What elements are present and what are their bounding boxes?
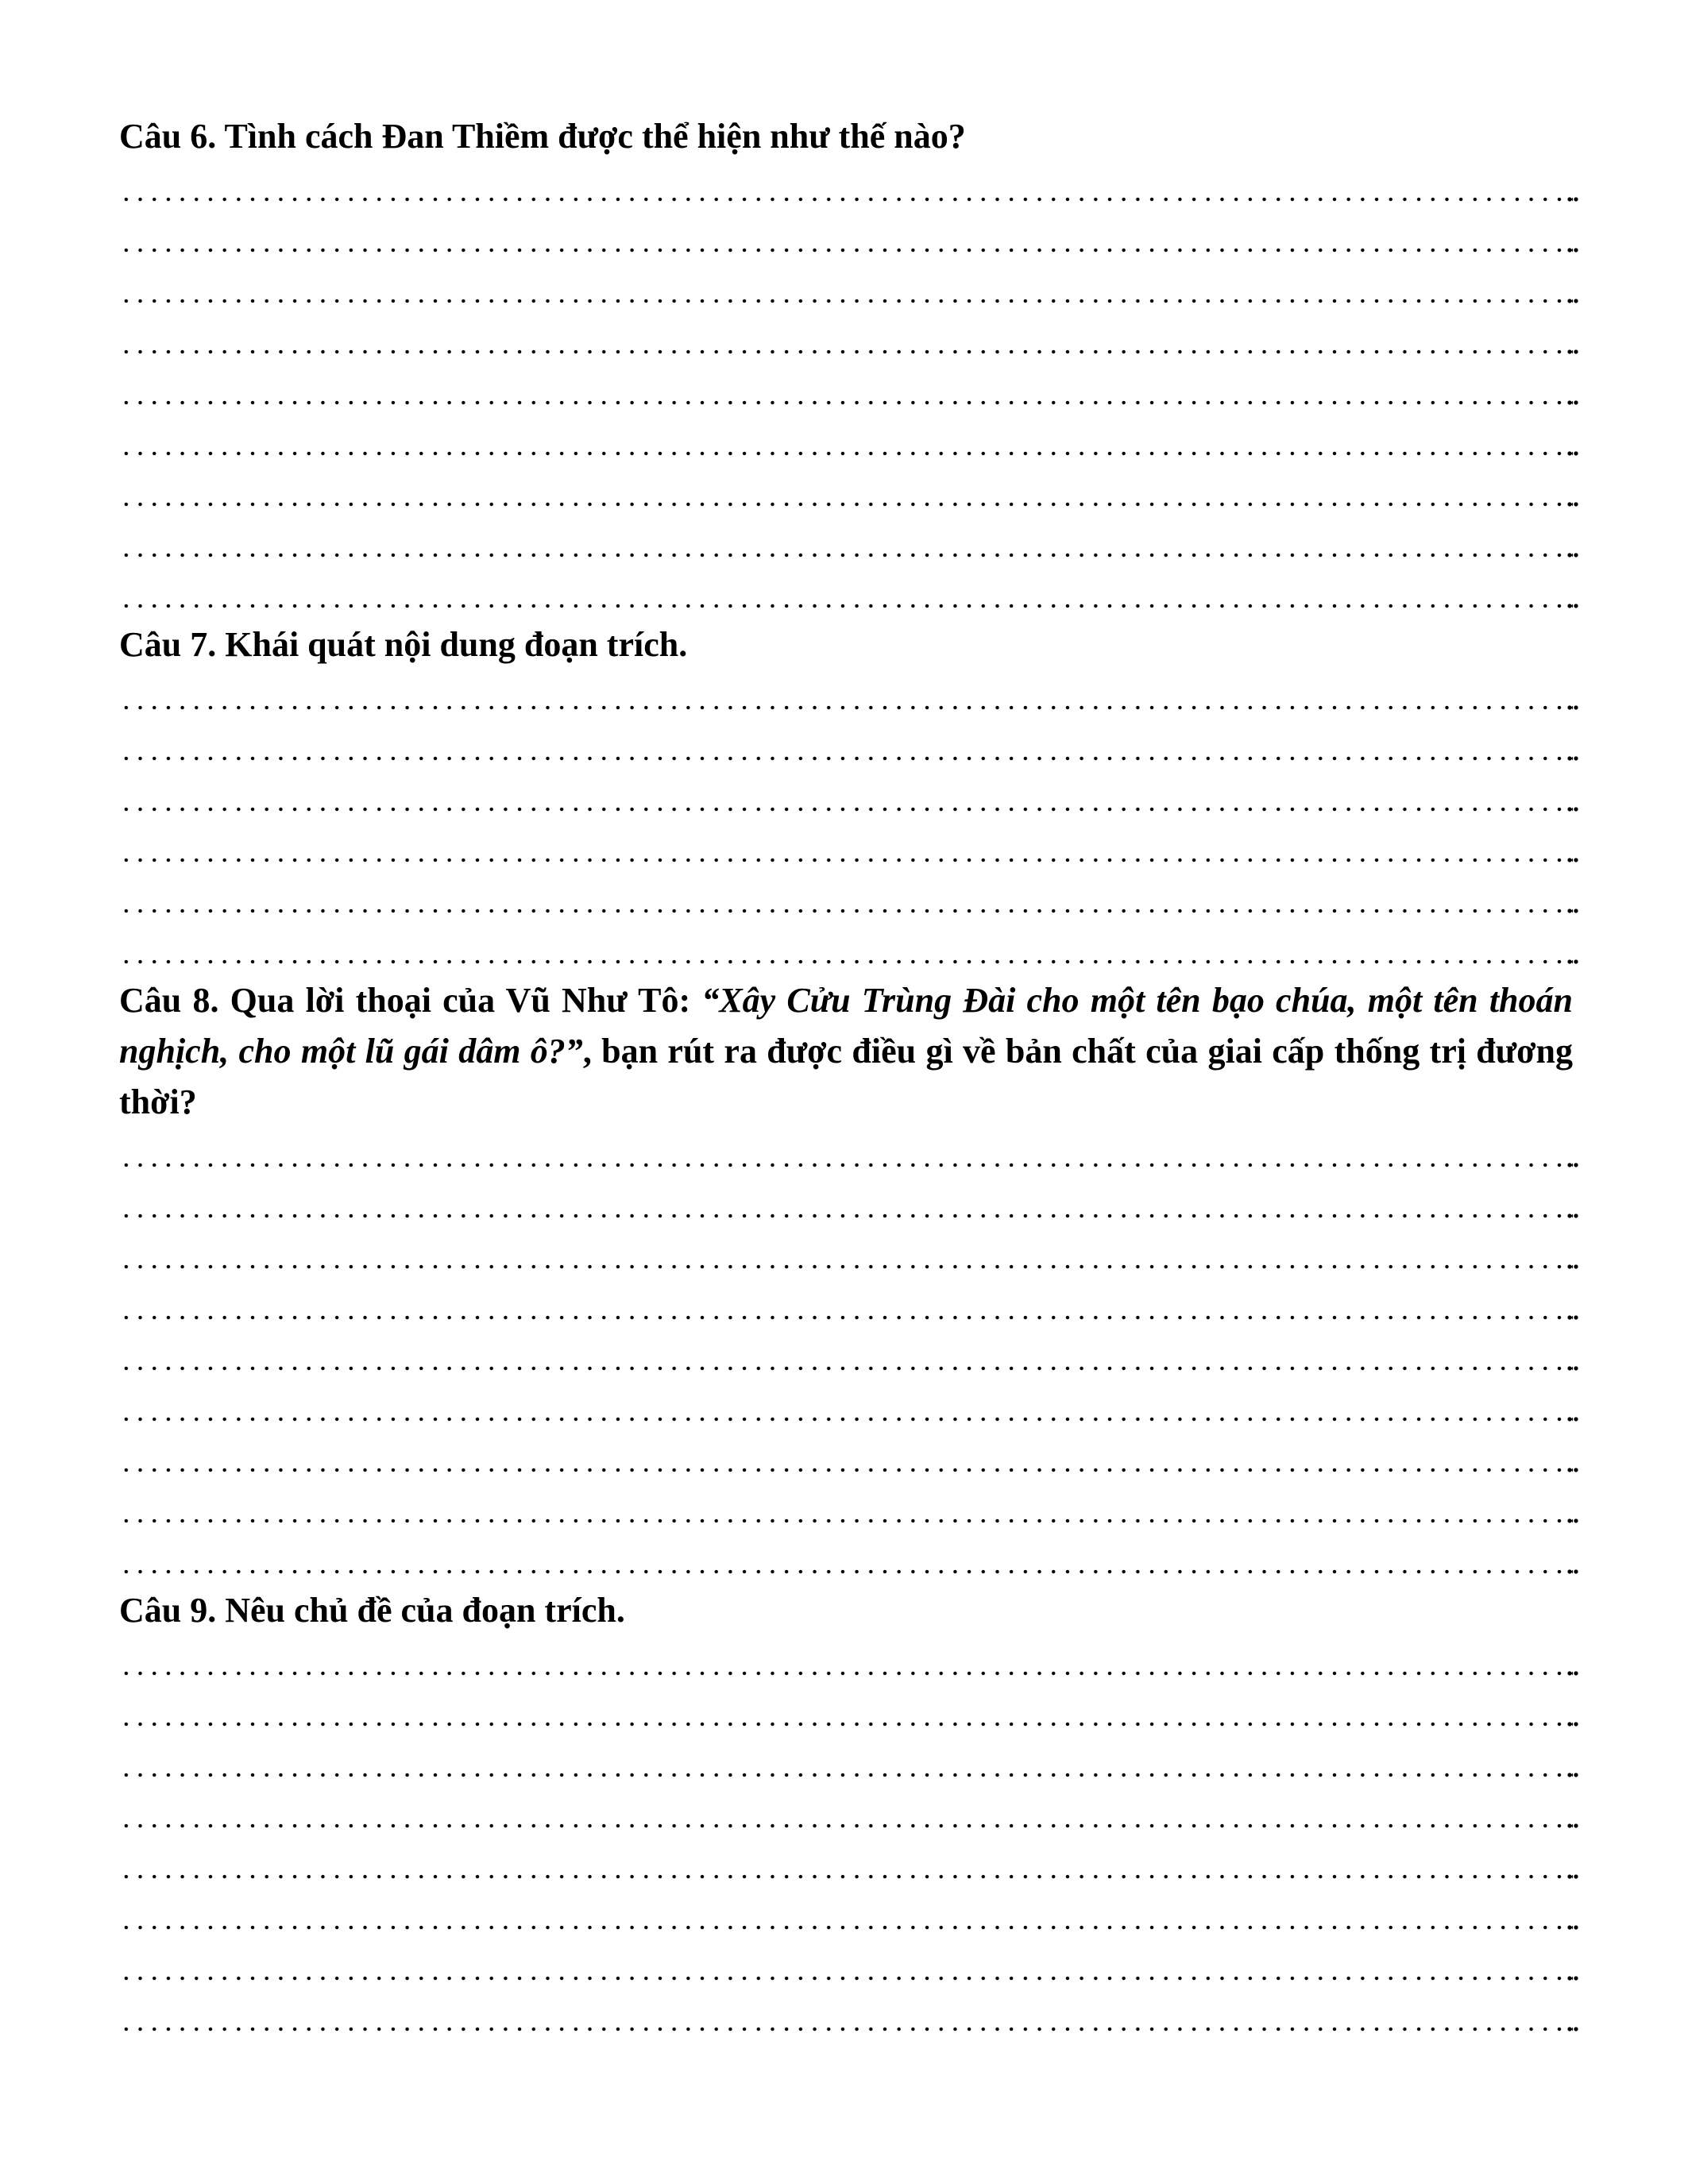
question-8-title-prefix: Câu 8. Qua lời thoại của Vũ Như Tô: bbox=[119, 981, 702, 1020]
dotted-leader-end bbox=[1566, 248, 1579, 253]
dotted-leader-end bbox=[1566, 1976, 1579, 1981]
question-8-answer-area[interactable] bbox=[119, 1128, 1573, 1585]
dotted-leader bbox=[119, 858, 1573, 862]
dotted-answer-line bbox=[119, 1534, 1573, 1585]
dotted-answer-line bbox=[119, 1992, 1573, 2043]
dotted-leader-end bbox=[1566, 705, 1579, 710]
dotted-leader-end bbox=[1566, 1366, 1579, 1371]
question-6 bbox=[119, 111, 1573, 619]
dotted-answer-line bbox=[119, 1128, 1573, 1179]
dotted-answer-line bbox=[119, 1382, 1573, 1433]
dotted-answer-line bbox=[119, 1484, 1573, 1534]
dotted-leader bbox=[119, 1468, 1573, 1472]
dotted-leader-end bbox=[1566, 756, 1579, 761]
dotted-leader bbox=[119, 1925, 1573, 1930]
dotted-leader bbox=[119, 756, 1573, 761]
dotted-answer-line bbox=[119, 1890, 1573, 1941]
question-9-title: Câu 9. Nêu chủ đề của đoạn trích. bbox=[119, 1591, 625, 1630]
dotted-leader-end bbox=[1566, 451, 1579, 456]
dotted-answer-line bbox=[119, 670, 1573, 721]
dotted-answer-line bbox=[119, 1331, 1573, 1382]
question-7 bbox=[119, 619, 1573, 975]
dotted-leader bbox=[119, 1823, 1573, 1828]
dotted-answer-line bbox=[119, 569, 1573, 619]
question-9-answer-area[interactable] bbox=[119, 1636, 1573, 2043]
dotted-leader-end bbox=[1566, 1671, 1579, 1676]
dotted-answer-line bbox=[119, 1636, 1573, 1687]
question-8-title-suffix: , bạn rút ra được điều gì về bản chất của giai cấp thống trị đương thời? bbox=[119, 1032, 1574, 1121]
dotted-leader-end bbox=[1566, 1773, 1579, 1777]
dotted-leader bbox=[119, 400, 1573, 405]
dotted-leader bbox=[119, 807, 1573, 812]
dotted-leader bbox=[119, 502, 1573, 507]
dotted-leader-end bbox=[1566, 1264, 1579, 1269]
dotted-answer-line bbox=[119, 416, 1573, 467]
question-6-answer-area[interactable] bbox=[119, 162, 1573, 619]
question-7-title: Câu 7. Khái quát nội dung đoạn trích. bbox=[119, 625, 688, 664]
dotted-leader-end bbox=[1566, 1823, 1579, 1828]
dotted-leader-end bbox=[1566, 400, 1579, 405]
dotted-leader-end bbox=[1566, 502, 1579, 507]
dotted-answer-line bbox=[119, 162, 1573, 213]
dotted-leader bbox=[119, 1264, 1573, 1269]
dotted-leader bbox=[119, 553, 1573, 558]
dotted-leader-end bbox=[1566, 553, 1579, 558]
dotted-answer-line bbox=[119, 1839, 1573, 1890]
dotted-answer-line bbox=[119, 721, 1573, 772]
dotted-leader bbox=[119, 1417, 1573, 1422]
dotted-answer-line bbox=[119, 874, 1573, 924]
dotted-leader-end bbox=[1566, 858, 1579, 862]
dotted-answer-line bbox=[119, 1788, 1573, 1839]
dotted-leader-end bbox=[1566, 1518, 1579, 1523]
dotted-leader bbox=[119, 349, 1573, 354]
dotted-answer-line bbox=[119, 467, 1573, 518]
dotted-leader bbox=[119, 1976, 1573, 1981]
dotted-answer-line bbox=[119, 264, 1573, 314]
dotted-leader bbox=[119, 1366, 1573, 1371]
dotted-answer-line bbox=[119, 365, 1573, 416]
dotted-leader-end bbox=[1566, 1163, 1579, 1167]
dotted-leader-end bbox=[1566, 909, 1579, 913]
dotted-leader bbox=[119, 1518, 1573, 1523]
dotted-leader-end bbox=[1566, 1925, 1579, 1930]
dotted-leader-end bbox=[1566, 2027, 1579, 2032]
dotted-answer-line bbox=[119, 1229, 1573, 1280]
dotted-leader bbox=[119, 1569, 1573, 1574]
dotted-leader-end bbox=[1566, 1722, 1579, 1727]
dotted-leader bbox=[119, 1722, 1573, 1727]
dotted-leader-end bbox=[1566, 1315, 1579, 1320]
dotted-leader-end bbox=[1566, 1417, 1579, 1422]
dotted-leader bbox=[119, 1874, 1573, 1879]
dotted-answer-line bbox=[119, 1280, 1573, 1331]
dotted-leader bbox=[119, 1163, 1573, 1167]
question-8-quote: “Xây Cửu Trùng Đài cho một tên bạo chúa, một tên thoán nghịch, cho một lũ gái dâm ô?” bbox=[119, 981, 1573, 1071]
dotted-leader bbox=[119, 197, 1573, 202]
dotted-answer-line bbox=[119, 823, 1573, 874]
dotted-leader-end bbox=[1566, 299, 1579, 303]
dotted-answer-line bbox=[119, 1179, 1573, 1229]
dotted-leader bbox=[119, 1214, 1573, 1218]
dotted-answer-line bbox=[119, 772, 1573, 823]
dotted-leader-end bbox=[1566, 1214, 1579, 1218]
dotted-leader bbox=[119, 959, 1573, 964]
dotted-answer-line bbox=[119, 1687, 1573, 1738]
dotted-leader bbox=[119, 451, 1573, 456]
question-6-title: Câu 6. Tình cách Đan Thiềm được thể hiện như thế nào? bbox=[119, 117, 966, 156]
question-9 bbox=[119, 1585, 1573, 2043]
dotted-leader bbox=[119, 909, 1573, 913]
dotted-leader bbox=[119, 248, 1573, 253]
dotted-leader-end bbox=[1566, 604, 1579, 608]
dotted-leader bbox=[119, 705, 1573, 710]
dotted-leader bbox=[119, 299, 1573, 303]
worksheet-page bbox=[119, 111, 1573, 2043]
question-8-title bbox=[119, 975, 1573, 1128]
dotted-leader bbox=[119, 1773, 1573, 1777]
dotted-answer-line bbox=[119, 213, 1573, 264]
dotted-leader bbox=[119, 2027, 1573, 2032]
dotted-answer-line bbox=[119, 518, 1573, 569]
dotted-leader bbox=[119, 1315, 1573, 1320]
dotted-leader-end bbox=[1566, 1468, 1579, 1472]
dotted-answer-line bbox=[119, 1738, 1573, 1788]
dotted-answer-line bbox=[119, 314, 1573, 365]
dotted-answer-line bbox=[119, 924, 1573, 975]
question-7-answer-area[interactable] bbox=[119, 670, 1573, 975]
dotted-answer-line bbox=[119, 1433, 1573, 1484]
dotted-leader-end bbox=[1566, 807, 1579, 812]
dotted-leader bbox=[119, 1671, 1573, 1676]
dotted-leader-end bbox=[1566, 959, 1579, 964]
dotted-leader-end bbox=[1566, 1569, 1579, 1574]
dotted-leader-end bbox=[1566, 349, 1579, 354]
dotted-leader-end bbox=[1566, 197, 1579, 202]
dotted-leader-end bbox=[1566, 1874, 1579, 1879]
dotted-leader bbox=[119, 604, 1573, 608]
dotted-answer-line bbox=[119, 1941, 1573, 1992]
question-8 bbox=[119, 975, 1573, 1585]
